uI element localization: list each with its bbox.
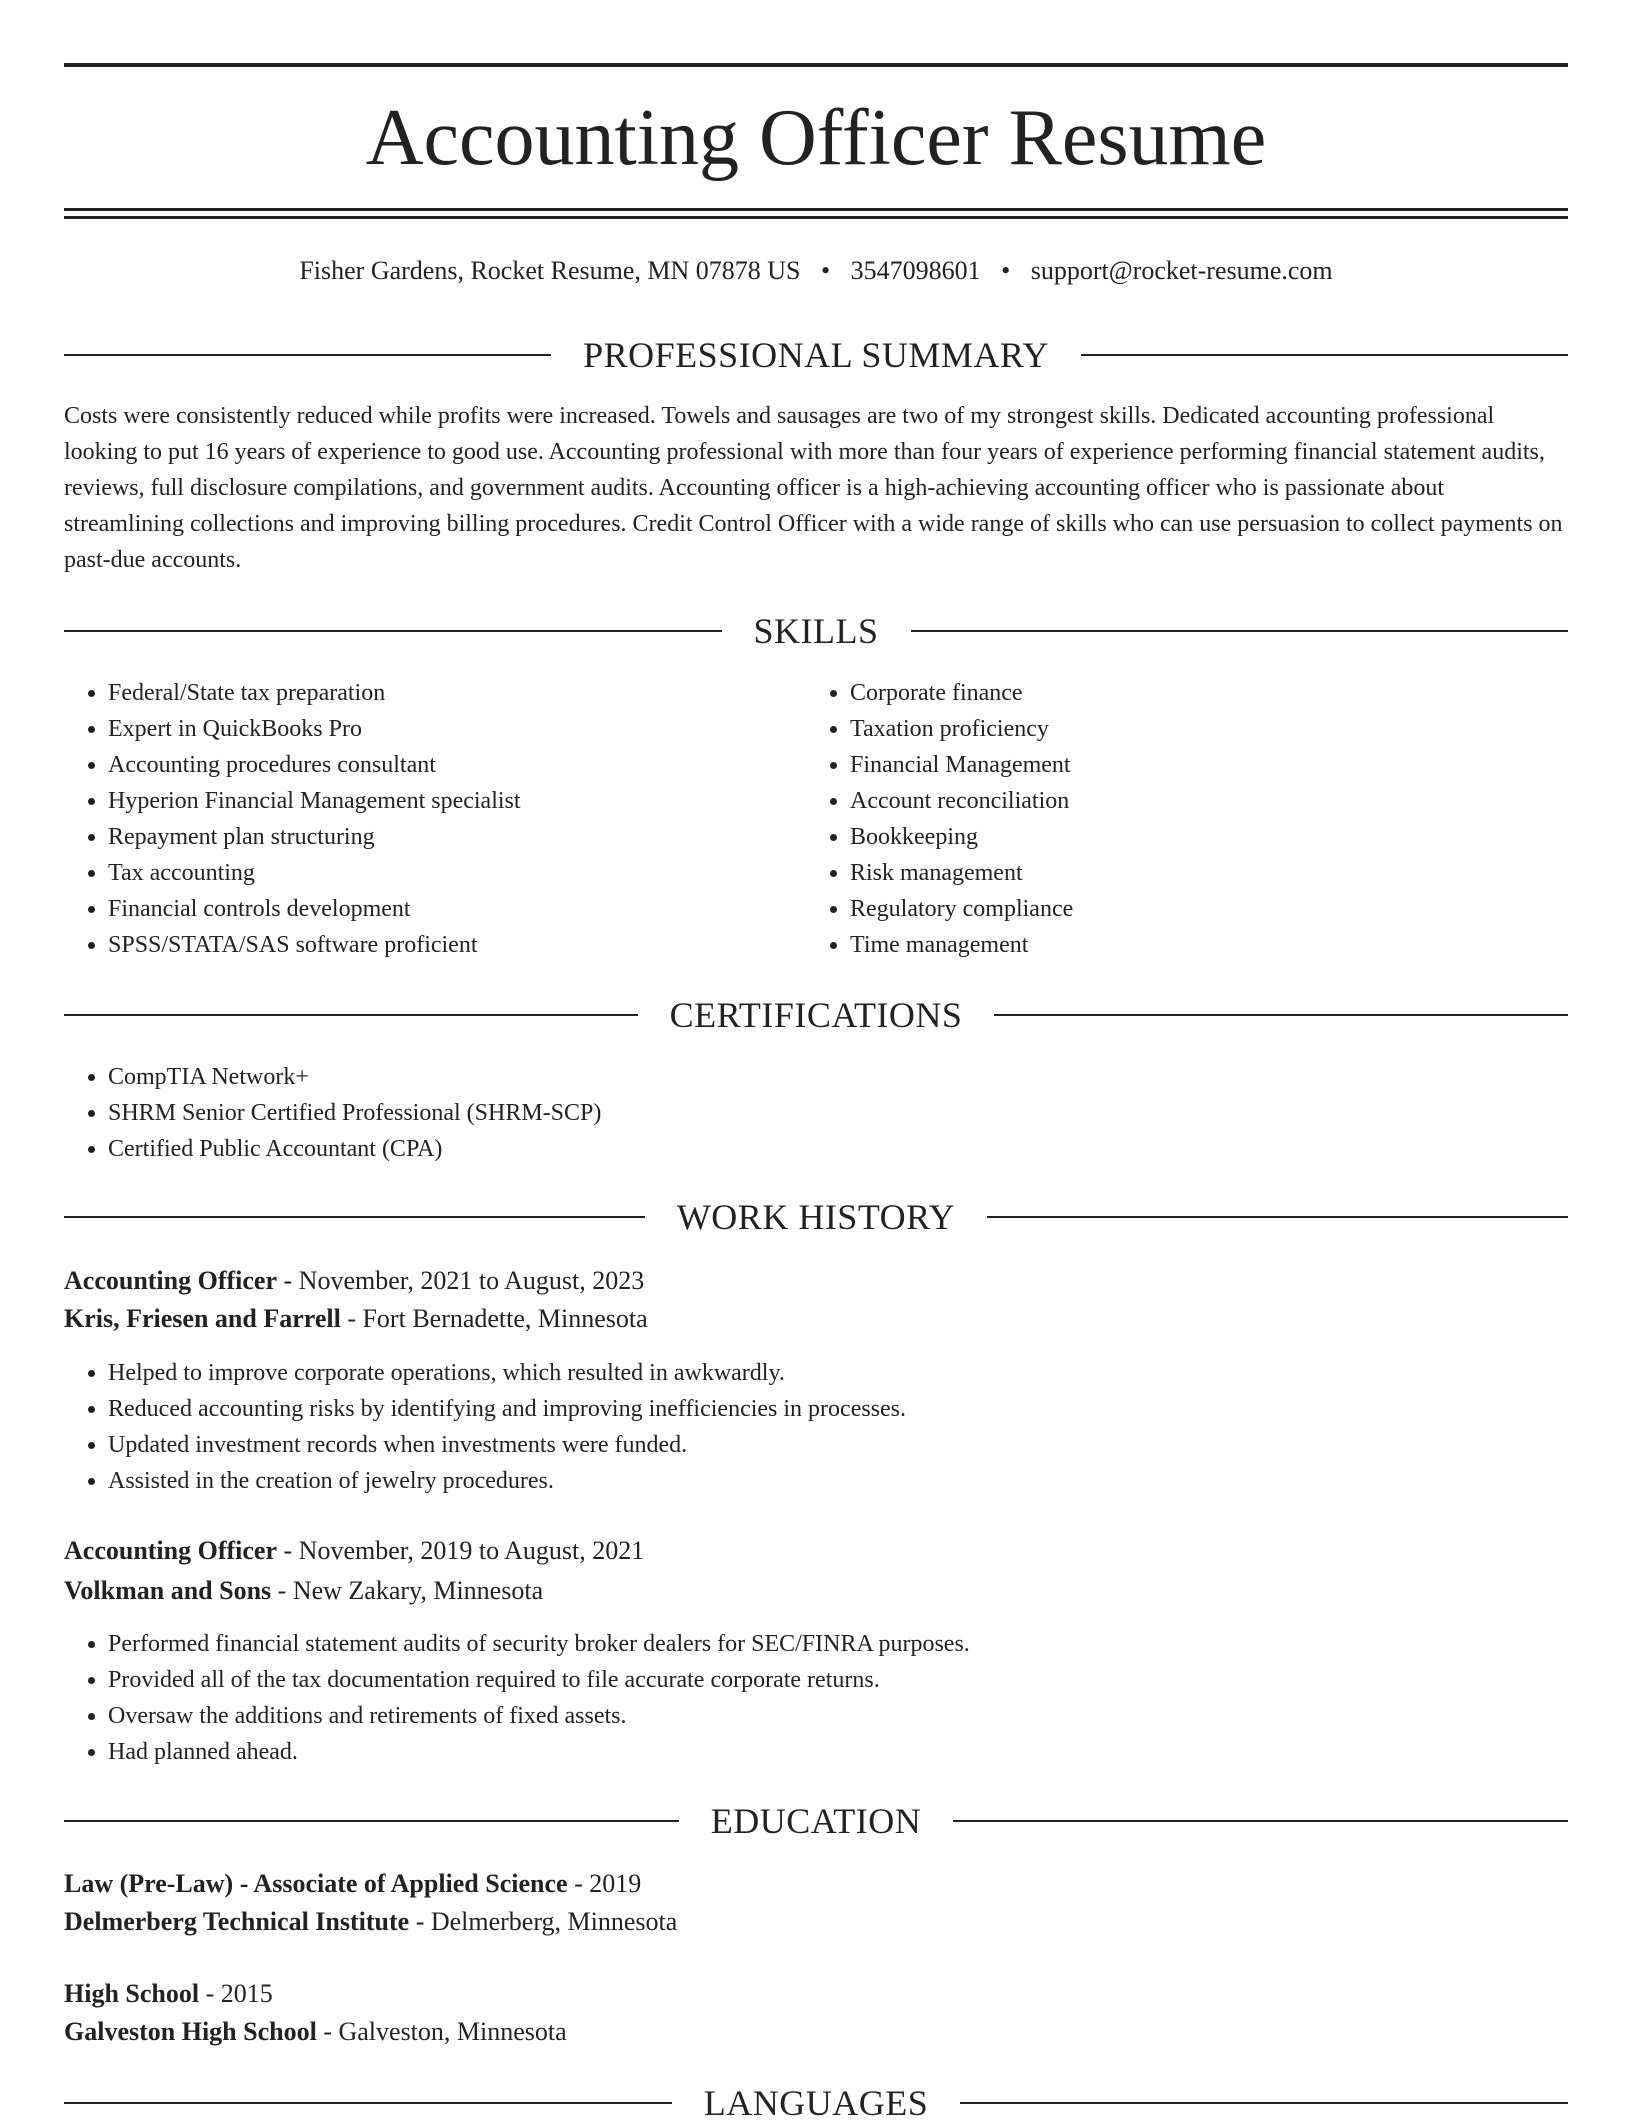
job-dates: - November, 2019 to August, 2021 (277, 1536, 645, 1565)
job-bullets (64, 1626, 1568, 1770)
heading-label: SKILLS (753, 611, 879, 651)
certification-item: • CompTIA Network+ (108, 1059, 1568, 1095)
certifications-list (64, 1059, 1568, 1167)
top-rule (64, 63, 1568, 67)
skill-item: • Federal/State tax preparation (108, 675, 806, 711)
contact-phone: 3547098601 (850, 256, 981, 285)
job-bullet: • Reduced accounting risks by identifying and improving inefficiencies in processes. (108, 1391, 1568, 1427)
skill-item: • Accounting procedures consultant (108, 747, 806, 783)
skill-item: • Taxation proficiency (850, 711, 1548, 747)
job-title: Accounting Officer (64, 1266, 278, 1295)
job-bullets (64, 1355, 1568, 1499)
job-company: Kris, Friesen and Farrell (64, 1304, 341, 1333)
heading-rule (64, 1820, 679, 1822)
skill-item: • Bookkeeping (850, 819, 1548, 855)
education-location: - Galveston, Minnesota (316, 2017, 567, 2046)
job-bullet: • Provided all of the tax documentation required to file accurate corporate returns. (108, 1662, 1568, 1698)
skill-item: • Financial Management (850, 747, 1548, 783)
heading-rule (953, 1820, 1568, 1822)
contact-line (64, 254, 1568, 288)
heading-rule (960, 2102, 1568, 2104)
skill-item: • Expert in QuickBooks Pro (108, 711, 806, 747)
job-bullet: • Oversaw the additions and retirements of fixed assets. (108, 1698, 1568, 1734)
skills-column-right (806, 675, 1548, 963)
education-school: Delmerberg Technical Institute (64, 1907, 410, 1936)
heading-label: LANGUAGES (703, 2083, 929, 2123)
heading-label: WORK HISTORY (676, 1197, 956, 1237)
section-heading-languages (64, 2081, 1568, 2125)
section-heading-education (64, 1799, 1568, 1843)
education-school-line (64, 1904, 1568, 1940)
skill-item: • Corporate finance (850, 675, 1548, 711)
section-heading-skills (64, 609, 1568, 653)
job-location: - New Zakary, Minnesota (271, 1576, 544, 1605)
heading-rule (911, 630, 1569, 632)
certification-item: • SHRM Senior Certified Professional (SHRM-SCP) (108, 1095, 1568, 1131)
job-dates: - November, 2021 to August, 2023 (277, 1266, 645, 1295)
job-company-line (64, 1301, 1568, 1337)
education-degree-line (64, 1976, 1568, 2012)
job-title: Accounting Officer (64, 1536, 278, 1565)
title-rule-upper (64, 208, 1568, 211)
certification-item: • Certified Public Accountant (CPA) (108, 1131, 1568, 1167)
education-year: - 2019 (567, 1869, 642, 1898)
education-school-line (64, 2014, 1568, 2050)
title-rule-lower (64, 216, 1568, 219)
heading-rule (987, 1216, 1568, 1218)
resume-title: Accounting Officer Resume (365, 94, 1267, 182)
education-degree: Law (Pre-Law) - Associate of Applied Science (64, 1869, 568, 1898)
contact-address: Fisher Gardens, Rocket Resume, MN 07878 US (299, 256, 801, 285)
education-school: Galveston High School (64, 2017, 317, 2046)
skill-item: • Hyperion Financial Management specialist (108, 783, 806, 819)
contact-separator: • (1001, 256, 1011, 285)
job-bullet: • Assisted in the creation of jewelry procedures. (108, 1463, 1568, 1499)
job-bullet: • Updated investment records when investments were funded. (108, 1427, 1568, 1463)
education-location: - Delmerberg, Minnesota (409, 1907, 678, 1936)
job-bullet: • Had planned ahead. (108, 1734, 1568, 1770)
heading-rule (1081, 354, 1568, 356)
section-heading-summary (64, 333, 1568, 377)
job-bullet: • Helped to improve corporate operations, which resulted in awkwardly. (108, 1355, 1568, 1391)
section-heading-certifications (64, 993, 1568, 1037)
skills-column-left (64, 675, 806, 963)
skill-item: • Time management (850, 927, 1548, 963)
heading-label: EDUCATION (710, 1801, 922, 1841)
contact-email: support@rocket-resume.com (1030, 256, 1333, 285)
job-title-line (64, 1533, 1568, 1569)
summary-text: Costs were consistently reduced while profits were increased. Towels and sausages are two of my strongest skills. Dedicated accounting professional looking to put 16 years of experience to good use. Accounting professional with more than four years of experience performing financial statement audits, reviews, full disclosure compilations, and government audits. Accounting officer is a high-achieving accounting officer who is passionate about streamlining collections and improving billing procedures. Credit Control Officer with a wide range of skills who can use persuasion to collect payments on past-due accounts. (64, 403, 1563, 573)
skill-item: • SPSS/STATA/SAS software proficient (108, 927, 806, 963)
heading-rule (64, 2102, 672, 2104)
job-title-line (64, 1263, 1568, 1299)
heading-label: CERTIFICATIONS (669, 995, 963, 1035)
skill-item: • Tax accounting (108, 855, 806, 891)
heading-rule (994, 1014, 1568, 1016)
section-heading-work (64, 1195, 1568, 1239)
job-company: Volkman and Sons (64, 1576, 272, 1605)
education-degree-line (64, 1866, 1568, 1902)
skill-item: • Risk management (850, 855, 1548, 891)
heading-rule (64, 630, 722, 632)
heading-rule (64, 354, 551, 356)
heading-rule (64, 1216, 645, 1218)
heading-label: PROFESSIONAL SUMMARY (583, 335, 1049, 375)
skill-item: • Repayment plan structuring (108, 819, 806, 855)
job-location: - Fort Bernadette, Minnesota (340, 1304, 648, 1333)
education-degree: High School (64, 1979, 200, 2008)
education-year: - 2015 (199, 1979, 273, 2008)
contact-separator: • (821, 256, 831, 285)
skill-item: • Regulatory compliance (850, 891, 1548, 927)
skill-item: • Account reconciliation (850, 783, 1548, 819)
skill-item: • Financial controls development (108, 891, 806, 927)
job-company-line (64, 1573, 1568, 1609)
heading-rule (64, 1014, 638, 1016)
job-bullet: • Performed financial statement audits of security broker dealers for SEC/FINRA purposes. (108, 1626, 1568, 1662)
